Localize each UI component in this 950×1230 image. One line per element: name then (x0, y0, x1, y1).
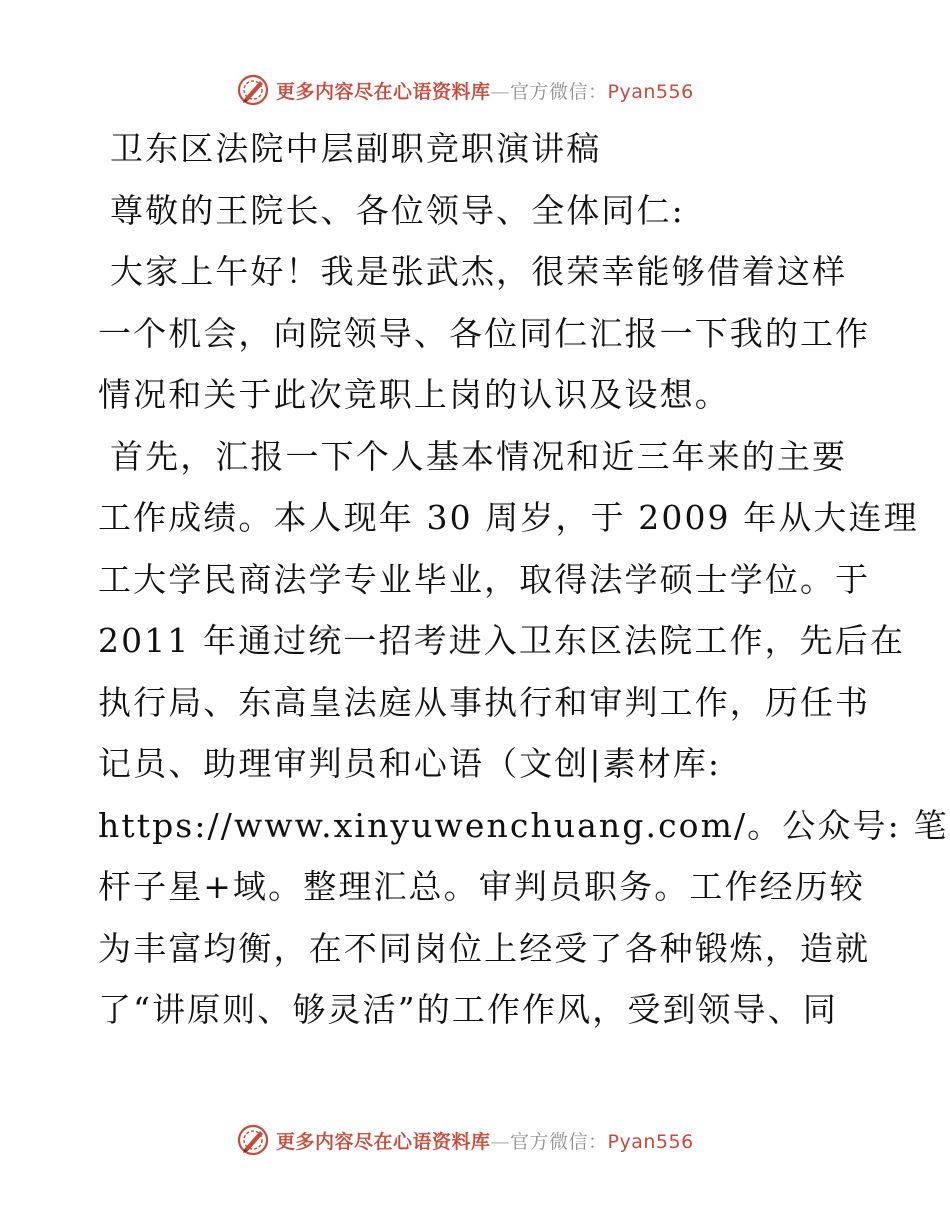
document-body (98, 118, 949, 1041)
watermark-label: 官方微信： (510, 80, 608, 103)
watermark-wechat-id: Pyan556 (607, 1130, 694, 1153)
watermark-dash: — (490, 1130, 511, 1153)
watermark-brand: 更多内容尽在心语资料库 (276, 1130, 491, 1153)
paragraph-line: 工作成绩。本人现年 30 周岁，于 2009 年从大连理 (98, 498, 919, 537)
document-greeting: 尊敬的王院长、各位领导、全体同仁: (110, 190, 685, 230)
paragraph-line: 工大学民商法学专业毕业，取得法学硕士学位。于 (98, 559, 871, 599)
footer-watermark (236, 1122, 694, 1158)
watermark-text (276, 1127, 694, 1154)
paragraph (98, 241, 871, 426)
source-url-line: https://www.xinyuwenchuang.com/。公众号: 笔 (98, 805, 949, 845)
paragraph-line: 为丰富均衡，在不同岗位上经受了各种锻炼，造就 (98, 928, 871, 968)
pen-circle-logo-icon (236, 73, 270, 107)
paragraph-line: 大家上午好！我是张武杰，很荣幸能够借着这样 (110, 252, 848, 291)
paragraph-line: 情况和关于此次竞职上岗的认识及设想。 (98, 375, 730, 414)
paragraph-line: 首先，汇报一下个人基本情况和近三年来的主要 (110, 436, 848, 476)
paragraph-line: 2011 年通过统一招考进入卫东区法院工作，先后在 (98, 621, 905, 660)
watermark-label: 官方微信： (510, 1130, 608, 1153)
paragraph-line: 了“讲原则、够灵活”的工作作风，受到领导、同 (98, 990, 838, 1029)
paragraph-line: 执行局、东高皇法庭从事执行和审判工作，历任书 (98, 682, 871, 722)
watermark-wechat-id: Pyan556 (607, 80, 694, 103)
paragraph-line: 杆子星+域。整理汇总。审判员职务。工作经历较 (98, 867, 865, 906)
watermark-text (276, 77, 694, 104)
watermark-dash: — (490, 80, 511, 103)
header-watermark (236, 72, 694, 108)
watermark-brand: 更多内容尽在心语资料库 (276, 80, 491, 103)
pen-circle-logo-icon (236, 1123, 270, 1157)
document-title: 卫东区法院中层副职竞职演讲稿 (110, 129, 602, 168)
paragraph-line: 一个机会，向院领导、各位同仁汇报一下我的工作 (98, 313, 871, 353)
paragraph-line: 记员、助理审判员和心语（文创|素材库: (98, 744, 722, 783)
paragraph (98, 426, 949, 1041)
